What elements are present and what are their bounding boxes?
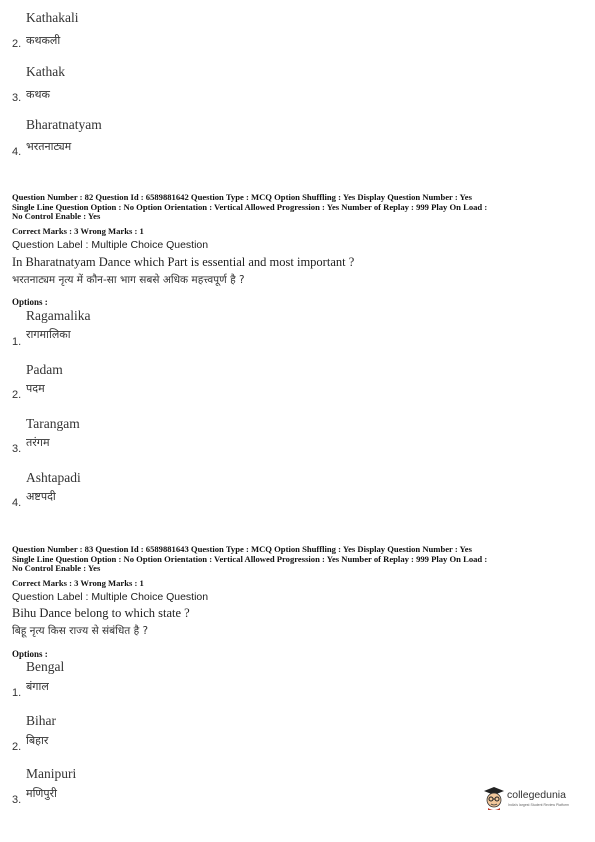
option-text-hi: रागमालिका [26, 328, 71, 341]
option-number: 3. [12, 92, 22, 104]
question-meta [12, 545, 587, 574]
meta-line: No Control Enable : Yes [12, 563, 101, 574]
question-text-hi: बिहू नृत्य किस राज्य से संबंधित है ? [12, 625, 149, 637]
question-label: Question Label : Multiple Choice Question [12, 239, 209, 251]
option-number: 1. [12, 687, 22, 699]
question-text-hi: भरतनाट्यम नृत्य में कौन-सा भाग सबसे अधिक महत्त्वपूर्ण है ? [12, 274, 245, 286]
option-text-en: Manipuri [26, 766, 77, 781]
marks-line: Correct Marks : 3 Wrong Marks : 1 [12, 226, 144, 236]
option-text-hi: कथक [26, 88, 50, 101]
meta-line: No Control Enable : Yes [12, 211, 101, 222]
option-text-hi: बंगाल [26, 680, 49, 693]
option-text-hi: तरंगम [26, 436, 50, 449]
option-number: 3. [12, 443, 22, 455]
option-text-hi: पदम [26, 382, 45, 395]
options-heading: Options : [12, 649, 48, 659]
logo-name: collegedunia [507, 789, 566, 801]
option-text-en: Padam [26, 362, 63, 377]
option-number: 2. [12, 38, 22, 50]
collegedunia-logo [483, 784, 583, 812]
option-text-en: Bengal [26, 659, 65, 674]
option-text-hi: मणिपुरी [26, 787, 57, 800]
option-text-hi: अष्टपदी [26, 490, 56, 503]
question-text-en: In Bharatnatyam Dance which Part is essential and most important ? [12, 255, 355, 269]
option-number: 4. [12, 497, 22, 509]
option-text-en: Tarangam [26, 416, 80, 431]
question-text-en: Bihu Dance belong to which state ? [12, 606, 190, 620]
option-text-en: Kathakali [26, 10, 79, 25]
question-label: Question Label : Multiple Choice Question [12, 591, 209, 603]
meta-line: Single Line Question Option : No Option Orientation : Vertical Allowed Progression : Yes Number of Replay : 999 Play On Load : [12, 553, 488, 564]
option-text-hi: बिहार [26, 734, 49, 747]
graduate-mascot-icon [483, 786, 505, 814]
option-number: 3. [12, 794, 22, 806]
option-text-en: Ashtapadi [26, 470, 81, 485]
question-meta [12, 193, 587, 222]
logo-tagline: India's largest Student Review Platform [508, 803, 569, 807]
option-text-en: Bihar [26, 713, 56, 728]
meta-line: Question Number : 83 Question Id : 6589881643 Question Type : MCQ Option Shuffling : Yes Display Question Number : Yes [12, 544, 472, 554]
marks-line: Correct Marks : 3 Wrong Marks : 1 [12, 578, 144, 588]
meta-line: Single Line Question Option : No Option Orientation : Vertical Allowed Progression : Yes Number of Replay : 999 Play On Load : [12, 201, 488, 212]
option-text-en: Kathak [26, 64, 65, 79]
option-number: 1. [12, 336, 22, 348]
option-text-hi: भरतनाट्यम [26, 140, 72, 153]
option-number: 2. [12, 389, 22, 401]
option-number: 4. [12, 146, 22, 158]
option-text-hi: कथकली [26, 34, 61, 47]
option-number: 2. [12, 741, 22, 753]
options-heading: Options : [12, 297, 48, 307]
meta-line: Question Number : 82 Question Id : 6589881642 Question Type : MCQ Option Shuffling : Yes Display Question Number : Yes [12, 192, 472, 202]
option-text-en: Ragamalika [26, 308, 91, 323]
option-text-en: Bharatnatyam [26, 117, 102, 132]
